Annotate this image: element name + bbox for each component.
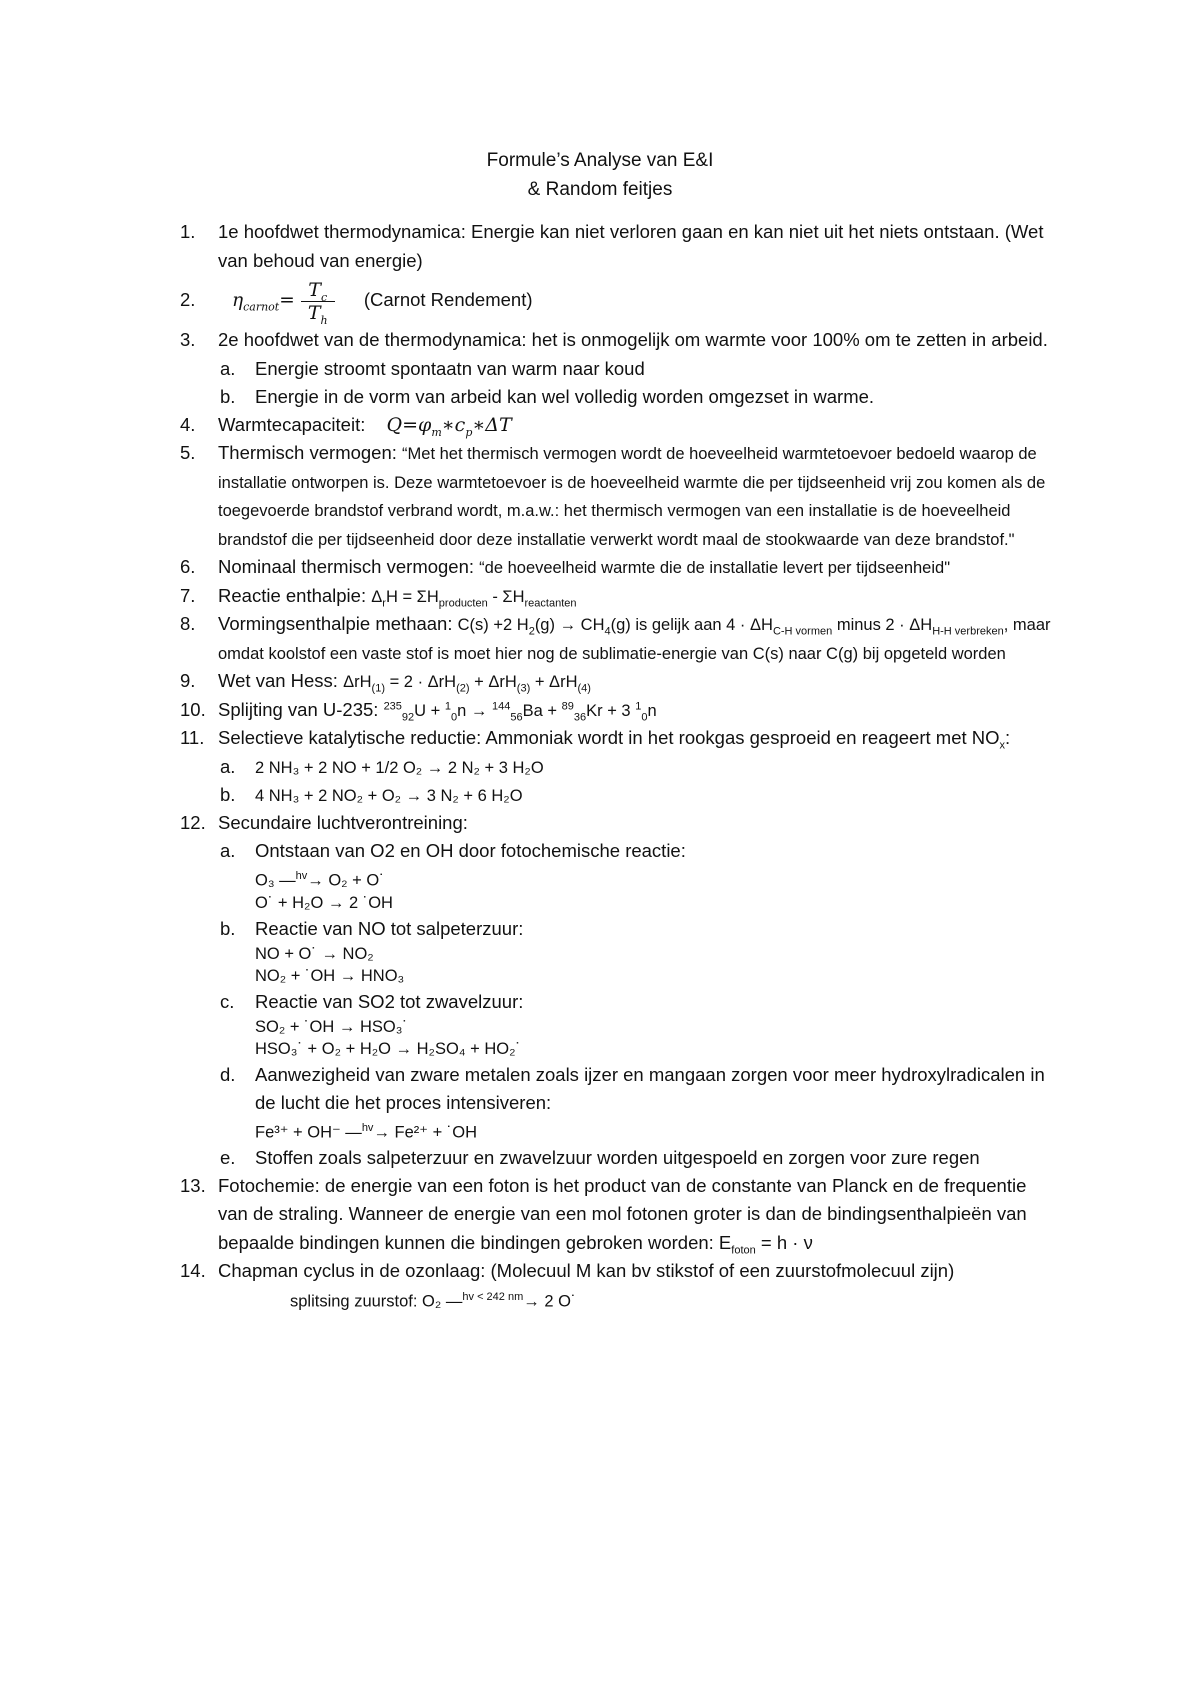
- heat-formula: $Q=\varphi_m∗c_p∗\Delta T$: [386, 413, 512, 439]
- formula-list: [180, 218, 1060, 1313]
- sub-item: a. 2 NH₃ + 2 NO + 1/2 O₂ → 2 N₂ + 3 H₂O: [220, 755, 544, 777]
- list-item: 10. Splijting van U-235: $^{235}_{92}$U + $^1_0$n → $^{144}_{56}$Ba + $^{89}_{36}$Kr + 3 $^1_0$n: [180, 698, 657, 723]
- sub-item: splitsing zuurstof: O₂ —$^{hv < 242 nm}$→ 2 O˙: [290, 1290, 577, 1310]
- list-item: 14. Chapman cyclus in de ozonlaag: (Molecuul M kan bv stikstof of een zuurstofmolecuul zijn): [180, 1260, 955, 1281]
- title-line-1: Formule’s Analyse van E&I: [486, 150, 714, 171]
- list-item: 5. Thermisch vermogen: “Met het thermisch vermogen wordt de hoeveelheid warmtetoevoer bedoeld waarop de installatie ontworpen is. Deze warmtetoevoer is de hoeveelheid warmte die per tijdseenheid vrij zou komen als de toegevoerde brandstof verbrand wordt, m.a.w.: het thermisch vermogen van een installatie is de hoeveelheid brandstof die per tijdseenheid door deze installatie verwerkt wordt maal de stookwaarde van deze brandstof.": [180, 442, 1046, 549]
- list-item: 3. 2e hoofdwet van de thermodynamica: het is onmogelijk om warmte voor 100% om te zetten in arbeid.: [180, 329, 1048, 350]
- carnot-formula: $\eta_{carnot}=$ $\frac{T_c}{T_h}$: [232, 289, 346, 310]
- sub-item: b. Energie in de vorm van arbeid kan wel volledig worden omgezset in warme.: [220, 385, 875, 407]
- sub-item: d. Aanwezigheid van zware metalen zoals ijzer en mangaan zorgen voor meer hydroxylradicalen in de lucht die het proces intensiveren: Fe³⁺ + OH⁻ —$^{hv}$→ Fe²⁺ + ˙OH: [220, 1063, 1045, 1141]
- document-title: [0, 146, 1200, 204]
- sub-item: c. Reactie van SO2 tot zwavelzuur: SO₂ + ˙OH → HSO₃˙ HSO₃˙ + O₂ + H₂O → H₂SO₄ + HO₂˙: [220, 990, 524, 1058]
- list-item: 8. Vormingsenthalpie methaan: C(s) +2 $H_2(g) \to CH_4(g)$ is gelijk aan $4 \cdot \Delta H_{C-H vormen}$ minus $2 \cdot \Delta H_{H-H verbreken}$, maar omdat koolstof een vaste stof is moet hier nog de sublimatie-energie van C(s) naar C(g) bij opgeteld worden: [180, 613, 1051, 663]
- fraction: $\frac{T_c}{T_h}$: [301, 279, 335, 324]
- sub-item: e. Stoffen zoals salpeterzuur en zwavelzuur worden uitgespoeld en zorgen voor zure regen: [220, 1146, 980, 1168]
- list-item: 1. 1e hoofdwet thermodynamica: Energie kan niet verloren gaan en kan niet uit het niets ontstaan. (Wet van behoud van energie): [180, 221, 1044, 271]
- title-line-2: & Random feitjes: [527, 179, 673, 200]
- sub-item: b. Reactie van NO tot salpeterzuur: NO + O˙ → NO₂ NO₂ + ˙OH → HNO₃: [220, 917, 524, 985]
- list-item: 6. Nominaal thermisch vermogen: “de hoeveelheid warmte die de installatie levert per tijdseenheid": [180, 556, 951, 577]
- list-item: 12. Secundaire luchtverontreining:: [180, 811, 468, 833]
- list-item: 7. Reactie enthalpie: $\Delta_rH = \Sigma H_{producten} - \Sigma H_{reactanten}$: [180, 584, 577, 609]
- sub-item: a. Energie stroomt spontaatn van warm naar koud: [220, 357, 645, 379]
- list-item: 9. Wet van Hess: ΔrH$_{(1)}$ = 2 · ΔrH$_{(2)}$ + ΔrH$_{(3)}$ + ΔrH$_{(4)}$: [180, 670, 591, 695]
- list-item: 2. $\eta_{carnot}=$ $\frac{T_c}{T_h}$ (Carnot Rendement): [180, 278, 533, 327]
- sub-item: b. 4 NH₃ + 2 NO₂ + O₂ → 3 N₂ + 6 H₂O: [220, 783, 523, 805]
- list-item: 11. Selectieve katalytische reductie: Ammoniak wordt in het rookgas gesproeid en reageert met $NO_x$:: [180, 727, 1011, 752]
- list-item: 4. Warmtecapaciteit: $Q=\varphi_m∗c_p∗\Delta T$: [180, 413, 512, 439]
- list-item: 13. Fotochemie: de energie van een foton is het product van de constante van Planck en de frequentie van de straling. Wanneer de energie van een mol fotonen groter is dan de bindingsenthalpieën van bepaalde bindingen kunnen die bindingen gebroken worden: $E_{foton} = h \cdot \nu$: [180, 1174, 1027, 1257]
- sub-item: a. Ontstaan van O2 en OH door fotochemische reactie: O₃ —$^{hv}$→ O₂ + O˙ O˙ + H₂O → 2 ˙OH: [220, 840, 686, 912]
